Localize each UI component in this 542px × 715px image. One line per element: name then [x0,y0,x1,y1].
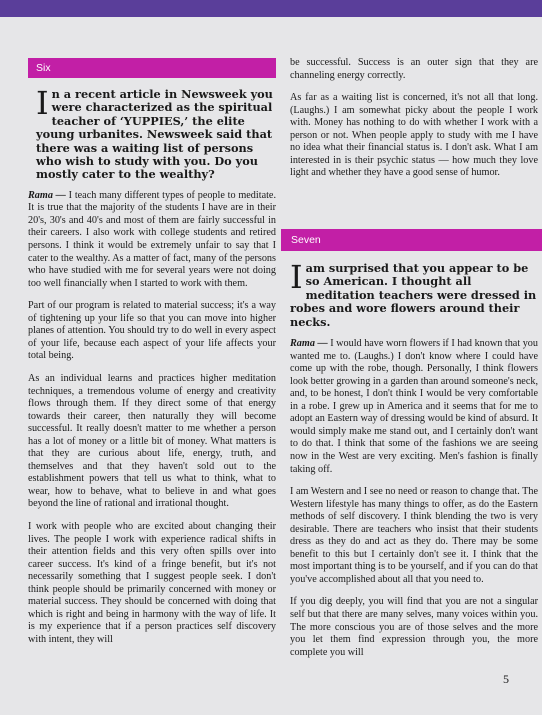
answer-paragraph: I work with people who are excited about changing their lives. The people I work with experience radical shifts in their attention fields and this very often spills over into career success. It's kind of a fringe benefit, but it's not necessarily something that I suggest people seek. I don't think people should be primarily concerned with money or material success. They should be concerned with doing that which is right and being in harmony with the way of life. It is my experience that if a person practices self discovery with intent, they will [28,520,276,645]
answer-paragraph: Rama — I teach many different types of people to meditate. It is true that the majority of the students I have are in their 20's, 30's and 40's and most of them are fairly successful in their careers. I also work with college students and retired persons. I think it would be extremely unfair to say that I cater to the wealthy. As a matter of fact, many of the persons who have studied with me for several years were not doing too well financially when I started to work with them. [28,189,276,289]
answer-paragraph: Rama — I would have worn flowers if I had known that you wanted me to. (Laughs.) I don't know where I could have come up with the robe, though. Personally, I think flowers look better growing in a garden than around someone's neck, and, to be honest, I don't think I would be very comfortable in a robe. I grew up in America and it seems that for me to adopt an Eastern way of dressing would be kind of absurd. It would simply make me stand out, and I certainly don't want to do that. I think that some of the fashions we are seeing now in the West are very exciting. Men's fashion is finally taking off. [290,338,538,475]
drop-cap: I [290,258,303,296]
answer-paragraph: be successful. Success is an outer sign that they are channeling energy correctly. [290,57,538,81]
left-column [28,58,276,656]
right-column-section-seven [290,258,538,669]
speaker-label: Rama — [28,189,66,201]
answer-paragraph: As far as a waiting list is concerned, it's not all that long. (Laughs.) I am somewhat picky about the people I work with. Money has nothing to do with whether I work with a person or not. When people apply to study with me I have no idea what their financial status is. I don't ask. What I am interested in is their psychic status — how much they love light and whether they have a good sense of humor. [290,92,538,179]
answer-paragraph: I am Western and I see no need or reason to change that. The Western lifestyle has many things to offer, as do the Eastern methods of self discovery. I think blending the two is very desirable. There are teachers who insist that their students dress as they do and act as they do. There may be some benefit to this but I certainly don't see it. I think that the most important thing is to be yourself, and if you can do that you've accomplished about all that you need to. [290,486,538,585]
answer-paragraph: If you dig deeply, you will find that you are not a singular self but that there are many selves, many voices within you. The more conscious you are of those selves and the more you let them find expression through you, the more complete you will [290,596,538,658]
right-column [290,57,538,190]
speaker-label: Rama — [290,338,328,350]
answer-paragraph: Part of our program is related to material success; it's a way of tightening up your life so that you can move into higher planes of attention. You should try to do well in every aspect of your life, because each aspect of your life affects your total being. [28,300,276,362]
section-six-question: In a recent article in Newsweek you were characterized as the spiritual teacher of ‘YUPPIES,’ the elite young urbanites. Newsweek said that there was a waiting list of persons who wish to study with you. Do you mostly cater to the wealthy? [36,84,273,182]
drop-cap: I [36,84,49,122]
top-color-bar [0,0,542,17]
answer-paragraph: As an individual learns and practices higher meditation techniques, a tremendous volume of energy and creativity flows through them. If they direct some of that energy towards their career, then naturally they will become successful. It really doesn't matter to me whether a person has a lot of money or a little bit of money. What matters is that they are curious about life, energy, truth, and themselves and that they haven't sold out to the establishment powers that tell us what to think, what to wear, how to behave, what to believe in and what goes beyond the line of rational and irrational thought. [28,372,276,510]
page-number: 5 [503,672,509,686]
section-seven-question: Iam surprised that you appear to be so American. I thought all meditation teachers were dressed in robes and wore flowers around their necks. [290,258,537,329]
section-seven-heading: Seven [281,229,542,251]
section-six-heading: Six [28,58,276,78]
